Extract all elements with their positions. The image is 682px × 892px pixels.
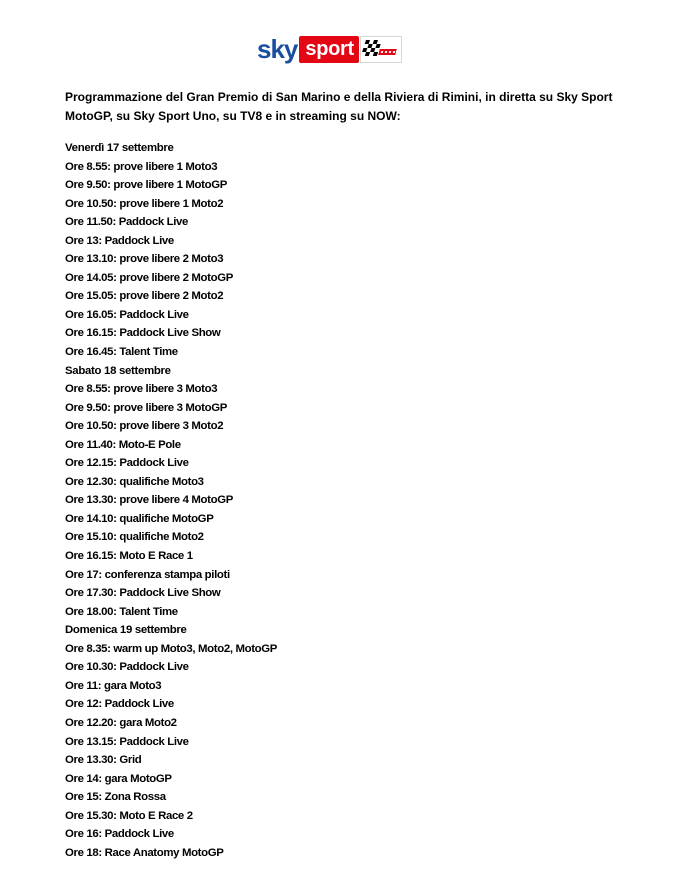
- event-line: Ore 8.55: prove libere 3 Moto3: [65, 383, 218, 396]
- event-line: Ore 16.15: Paddock Live Show: [65, 327, 221, 340]
- event-line: Ore 13.30: prove libere 4 MotoGP: [65, 494, 233, 507]
- event-line: Ore 13: Paddock Live: [65, 234, 174, 247]
- event-line: Ore 10.30: Paddock Live: [65, 661, 189, 674]
- event-line: Ore 18.00: Talent Time: [65, 605, 178, 618]
- event-line: Ore 13.10: prove libere 2 Moto3: [65, 253, 224, 266]
- event-line: Ore 14.10: qualifiche MotoGP: [65, 512, 214, 525]
- event-line: Ore 16.45: Talent Time: [65, 346, 178, 359]
- day-title: Domenica 19 settembre: [65, 624, 187, 637]
- event-line: Ore 14: gara MotoGP: [65, 772, 172, 785]
- event-line: Ore 9.50: prove libere 3 MotoGP: [65, 401, 227, 414]
- event-line: Ore 17: conferenza stampa piloti: [65, 568, 230, 581]
- event-line: Ore 16.05: Paddock Live: [65, 308, 189, 321]
- sky-logo-text: sky: [257, 34, 298, 64]
- motogp-logo-icon: [360, 36, 402, 63]
- event-line: Ore 12.15: Paddock Live: [65, 457, 189, 470]
- day-section: [65, 362, 625, 622]
- event-line: Ore 11: gara Moto3: [65, 679, 162, 692]
- event-line: Ore 9.50: prove libere 1 MotoGP: [65, 179, 227, 192]
- event-line: Ore 8.55: prove libere 1 Moto3: [65, 160, 218, 173]
- event-line: Ore 14.05: prove libere 2 MotoGP: [65, 271, 233, 284]
- day-title: Sabato 18 settembre: [65, 364, 171, 377]
- event-line: Ore 16: Paddock Live: [65, 828, 174, 841]
- schedule-document: [65, 88, 625, 862]
- day-title: Venerdì 17 settembre: [65, 142, 174, 154]
- event-line: Ore 15.10: qualifiche Moto2: [65, 531, 204, 544]
- event-line: Ore 13.15: Paddock Live: [65, 735, 189, 748]
- event-line: Ore 15.05: prove libere 2 Moto2: [65, 290, 224, 303]
- event-line: Ore 10.50: prove libere 1 Moto2: [65, 197, 224, 210]
- intro-paragraph: Programmazione del Gran Premio di San Marino e della Riviera di Rimini, in diretta su Sky Sport MotoGP, su Sky Sport Uno, su TV8 e in streaming su NOW:: [65, 90, 613, 123]
- event-line: Ore 11.50: Paddock Live: [65, 216, 189, 229]
- event-line: Ore 8.35: warm up Moto3, Moto2, MotoGP: [65, 642, 277, 655]
- event-line: Ore 16.15: Moto E Race 1: [65, 550, 193, 563]
- event-line: Ore 18: Race Anatomy MotoGP: [65, 846, 224, 859]
- sky-sport-motogp-logo: [257, 35, 402, 64]
- event-line: Ore 12.20: gara Moto2: [65, 716, 177, 729]
- event-line: Ore 17.30: Paddock Live Show: [65, 587, 221, 600]
- event-line: Ore 10.50: prove libere 3 Moto2: [65, 420, 224, 433]
- event-line: Ore 15.30: Moto E Race 2: [65, 809, 193, 822]
- event-line: Ore 13.30: Grid: [65, 754, 142, 767]
- day-section: [65, 139, 625, 362]
- event-line: Ore 12: Paddock Live: [65, 698, 174, 711]
- event-line: Ore 11.40: Moto-E Pole: [65, 438, 181, 451]
- sport-logo-text: sport: [299, 36, 359, 63]
- day-section: [65, 621, 625, 862]
- schedule-list: [65, 139, 625, 862]
- event-line: Ore 15: Zona Rossa: [65, 791, 166, 804]
- event-line: Ore 12.30: qualifiche Moto3: [65, 475, 204, 488]
